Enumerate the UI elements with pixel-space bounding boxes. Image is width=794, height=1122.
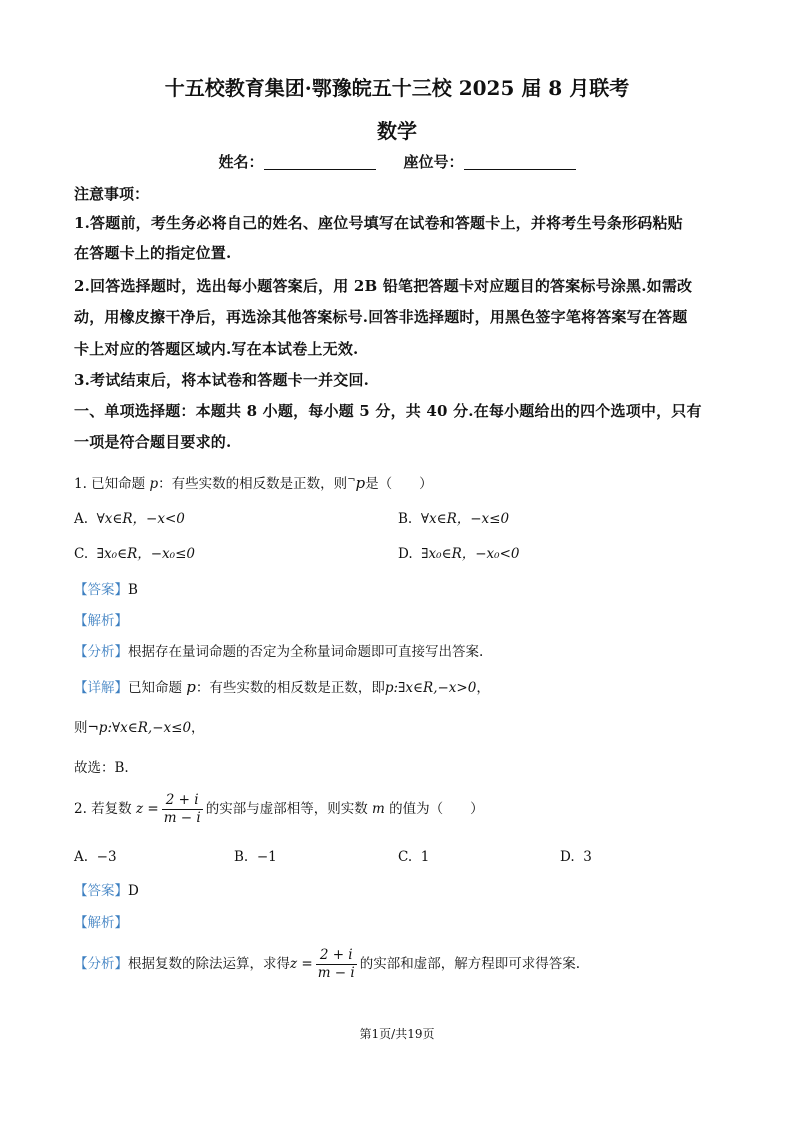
- name-blank[interactable]: [264, 154, 376, 170]
- note-line-5: 卡上对应的答题区域内.写在本试卷上无效.: [74, 340, 359, 358]
- option-label: D.: [560, 849, 575, 865]
- section-heading-line-2: 一项是符合题目要求的.: [74, 433, 232, 451]
- negation-symbol: ¬: [347, 474, 356, 486]
- q2-stem-suffix-a: 的实部与虚部相等，则实数: [205, 801, 368, 817]
- option-value: −1: [256, 849, 277, 865]
- option-label: A.: [74, 849, 89, 865]
- q2-stem-prefix: 2. 若复数: [74, 801, 132, 817]
- fraction-denominator: m − i: [163, 810, 201, 826]
- question-1-stem: [74, 472, 433, 492]
- q2-option-c[interactable]: [398, 849, 429, 865]
- q1-option-a[interactable]: [74, 507, 185, 527]
- q1-var-p: p: [149, 476, 159, 492]
- option-math: ∀x∈R，−x<0: [96, 511, 185, 527]
- q2-answer: [74, 879, 139, 899]
- option-label: C.: [74, 546, 89, 562]
- xiangjie-text-b: ：有些实数的相反数是正数，即: [195, 680, 385, 696]
- page-footer: 第1页/共19页: [359, 1027, 435, 1041]
- answer-tag: 【答案】: [74, 883, 128, 899]
- name-label: 姓名：: [218, 153, 264, 171]
- q1-var-p2: p: [355, 474, 366, 492]
- subject-title: 数学: [377, 119, 417, 143]
- q1-fenxi: [74, 640, 483, 660]
- fenxi-tag: 【分析】: [74, 956, 128, 972]
- option-label: A.: [74, 511, 89, 527]
- seat-label: 座位号：: [403, 153, 464, 171]
- fraction-numerator: 2 + i: [319, 947, 353, 963]
- question-2-stem: [74, 792, 484, 827]
- xiangjie-var-p: p: [186, 678, 196, 696]
- option-value: 1: [420, 849, 430, 865]
- q1-conclusion: 故选：B.: [74, 760, 129, 776]
- fenxi-text-b: 的实部和虚部，解方程即可求得答案.: [359, 956, 581, 972]
- q1-answer: [74, 578, 138, 598]
- q1-stem-suffix: 是（ ）: [365, 476, 433, 492]
- note-line-4: 动，用橡皮擦干净后，再选涂其他答案标号.回答非选择题时，用黑色签字笔将答案写在答题: [74, 308, 688, 326]
- q2-z-eq: z =: [135, 801, 159, 817]
- q1-option-d[interactable]: [398, 542, 519, 562]
- q1-stem-prefix: 1. 已知命题: [74, 476, 146, 492]
- note-line-6: 3.考试结束后，将本试卷和答题卡一并交回.: [74, 371, 370, 389]
- note-line-1: 1.答题前，考生务必将自己的姓名、座位号填写在试卷和答题卡上，并将考生号条形码粘贴: [74, 214, 683, 232]
- fenxi-text-a: 根据复数的除法运算，求得: [128, 956, 290, 972]
- q1-negation-line: [74, 716, 205, 736]
- fraction-numerator: 2 + i: [165, 792, 199, 808]
- option-math: ∃x₀∈R，−x₀≤0: [96, 546, 195, 562]
- q1-analysis-tag: 【解析】: [74, 613, 128, 629]
- option-math: ∀x∈R，−x≤0: [420, 511, 510, 527]
- fenxi-text: 根据存在量词命题的否定为全称量词命题即可直接写出答案.: [128, 644, 484, 660]
- q2-stem-suffix-b: 的值为（ ）: [389, 801, 484, 817]
- q2-option-a[interactable]: [74, 849, 117, 865]
- option-value: 3: [583, 849, 592, 865]
- option-math: ∃x₀∈R，−x₀<0: [421, 546, 520, 562]
- student-info-row: [0, 151, 794, 172]
- fraction-denominator: m − i: [317, 965, 355, 981]
- xiangjie-end: ，: [476, 680, 490, 696]
- negation-end: ，: [191, 720, 205, 736]
- q2-option-d[interactable]: [560, 849, 592, 865]
- q2-analysis-tag: 【解析】: [74, 915, 128, 931]
- q2-var-m: m: [372, 801, 385, 817]
- xiangjie-text-a: 已知命题: [128, 680, 182, 696]
- note-line-2: 在答题卡上的指定位置.: [74, 244, 232, 262]
- option-label: B.: [234, 849, 249, 865]
- seat-blank[interactable]: [464, 154, 576, 170]
- q1-stem-mid: ：有些实数的相反数是正数，则: [158, 476, 348, 492]
- fenxi-fraction: [316, 947, 357, 982]
- negation-math: ¬p:∀x∈R,−x≤0: [87, 720, 192, 736]
- fenxi-tag: 【分析】: [74, 644, 128, 660]
- q1-option-c[interactable]: [74, 542, 195, 562]
- q1-xiangjie: [74, 676, 490, 696]
- section-heading-line-1: 一、单项选择题：本题共 8 小题，每小题 5 分，共 40 分.在每小题给出的四个选项中，只有: [74, 402, 702, 420]
- exam-title: 十五校教育集团·鄂豫皖五十三校 2025 届 8 月联考: [164, 76, 630, 100]
- answer-tag: 【答案】: [74, 582, 128, 598]
- q2-fenxi: [74, 947, 580, 982]
- answer-value: D: [128, 883, 139, 899]
- q1-option-b[interactable]: [398, 507, 509, 527]
- then-text: 则: [74, 720, 88, 736]
- q2-option-b[interactable]: [234, 849, 277, 865]
- answer-value: B: [128, 582, 138, 598]
- option-label: D.: [398, 546, 413, 562]
- option-label: C.: [398, 849, 413, 865]
- notes-heading: 注意事项：: [74, 185, 150, 203]
- xiangjie-math: p:∃x∈R,−x>0: [384, 680, 477, 696]
- fenxi-z-eq: z =: [290, 956, 313, 972]
- note-line-3: 2.回答选择题时，选出每小题答案后，用 2B 铅笔把答题卡对应题目的答案标号涂黑.如需改: [74, 277, 693, 295]
- q2-fraction: [162, 792, 203, 827]
- xiangjie-tag: 【详解】: [74, 680, 128, 696]
- option-value: −3: [96, 849, 117, 865]
- option-label: B.: [398, 511, 413, 527]
